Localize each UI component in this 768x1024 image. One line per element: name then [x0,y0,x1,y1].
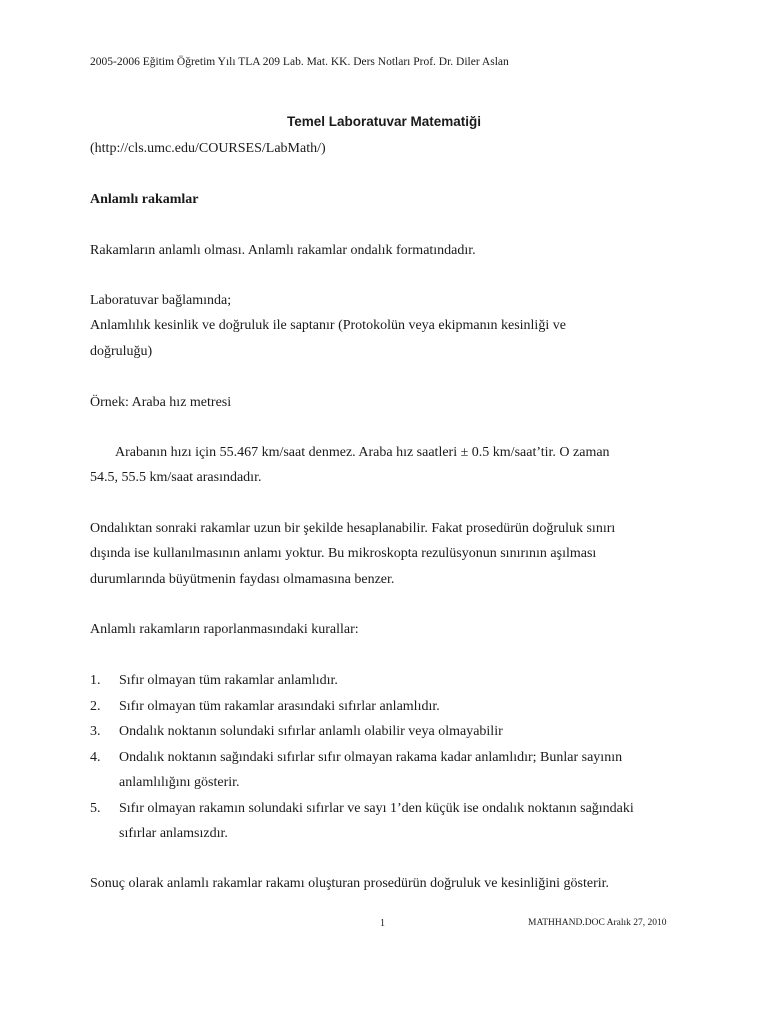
list-item-number: 5. [90,800,101,816]
paragraph-1: Rakamların anlamlı olması. Anlamlı rakamlar ondalık formatındadır. [90,243,476,258]
paragraph-2-line-2: Anlamlılık kesinlik ve doğruluk ile saptanır (Protokolün veya ekipmanın kesinliği ve [90,318,566,333]
list-item-text-continued: sıfırlar anlamsızdır. [119,826,228,841]
paragraph-3-line-2: dışında ise kullanılmasının anlamı yoktur. Bu mikroskopta rezulüsyonun sınırının aşılması [90,546,597,561]
list-item-number: 4. [90,749,101,765]
list-item-text: Ondalık noktanın solundaki sıfırlar anlamlı olabilir veya olmayabilir [119,724,503,739]
list-item-text: Ondalık noktanın sağındaki sıfırlar sıfır olmayan rakama kadar anlamlıdır; Bunlar sayının [119,749,623,765]
paragraph-2-line-3: doğruluğu) [90,344,153,359]
conclusion: Sonuç olarak anlamlı rakamlar rakamı oluşturan prosedürün doğruluk ve kesinliğini gösterir. [90,876,610,891]
list-item [90,745,690,796]
paragraph-2-line-1: Laboratuvar bağlamında; [90,293,232,308]
list-item-text: Sıfır olmayan tüm rakamlar anlamlıdır. [119,673,338,688]
list-item [90,796,690,847]
page-header: 2005-2006 Eğitim Öğretim Yılı TLA 209 Lab. Mat. KK. Ders Notları Prof. Dr. Diler Aslan [90,56,509,68]
example-line-2: 54.5, 55.5 km/saat arasındadır. [90,470,262,485]
section-heading: Anlamlı rakamlar [90,192,199,207]
document-title: Temel Laboratuvar Matematiği [286,114,482,129]
rules-intro: Anlamlı rakamların raporlanmasındaki kurallar: [90,622,359,637]
page-number: 1 [380,918,385,929]
paragraph-3-line-3: durumlarında büyütmenin faydası olmamasına benzer. [90,572,395,587]
list-item-number: 1. [90,673,101,688]
paragraph-3-line-1: Ondalıktan sonraki rakamlar uzun bir şekilde hesaplanabilir. Fakat prosedürün doğruluk sınırı [90,521,616,536]
list-item [90,719,690,745]
rules-list [90,668,690,847]
document-info: MATHHAND.DOC Aralık 27, 2010 [528,918,667,928]
example-label: Örnek: Araba hız metresi [90,395,232,410]
list-item-number: 3. [90,724,101,739]
list-item-number: 2. [90,698,101,714]
source-url: (http://cls.umc.edu/COURSES/LabMath/) [90,141,326,156]
list-item [90,694,690,720]
example-line-1: Arabanın hızı için 55.467 km/saat denmez. Araba hız saatleri ± 0.5 km/saat’tir. O zaman [115,445,610,460]
list-item-text-continued: anlamlılığını gösterir. [119,775,240,790]
list-item-text: Sıfır olmayan rakamın solundaki sıfırlar ve sayı 1’den küçük ise ondalık noktanın sağındaki [119,800,634,816]
list-item-text: Sıfır olmayan tüm rakamlar arasındaki sıfırlar anlamlıdır. [119,698,440,714]
list-item [90,668,690,694]
